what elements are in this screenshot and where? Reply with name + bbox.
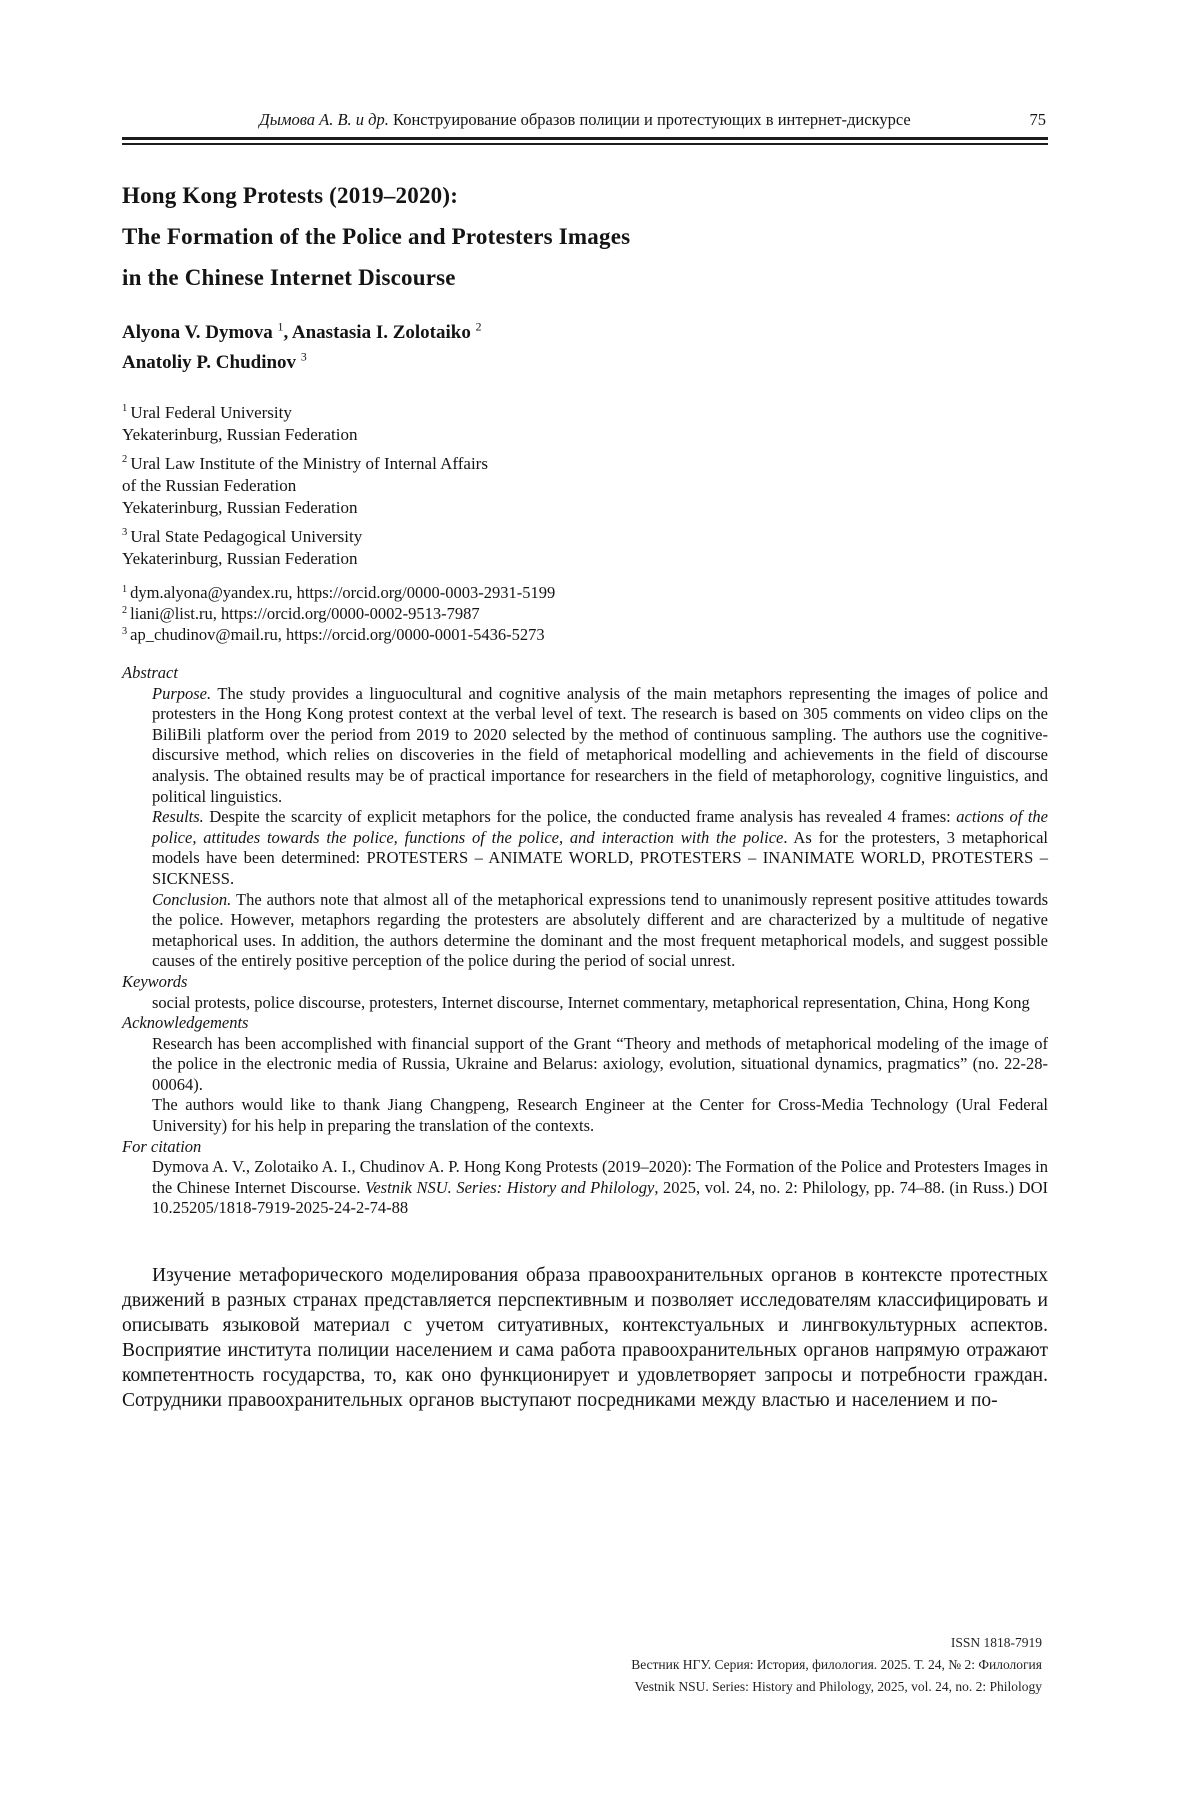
- purpose-text: The study provides a linguocultural and cognitive analysis of the main metaphors representing the images of police and protesters in the Hong Kong protest context at the verbal level of text. The research is based on 305 comments on video clips on the BiliBili platform over the period from 2019 to 2020 selected by the method of continuous sampling. The authors use the cognitive-discursive method, which relies on discoveries in the field of metaphorical modelling and achievements in the field of discourse analysis. The obtained results may be of practical importance for researchers in the field of metaphorology, cognitive linguistics, and political linguistics.: [152, 683, 1048, 806]
- abstract-results-paragraph: [152, 807, 1048, 889]
- affiliation-group: [122, 453, 1048, 519]
- affiliation-line: Yekaterinburg, Russian Federation: [122, 498, 358, 517]
- author-name: Alyona V. Dymova: [122, 322, 278, 343]
- contact-marker: 1: [122, 583, 128, 595]
- contact-line: [122, 624, 1048, 645]
- affiliation-line: [122, 402, 1048, 424]
- affiliation-line: Yekaterinburg, Russian Federation: [122, 425, 358, 444]
- article-title-line-3: in the Chinese Internet Discourse: [122, 265, 456, 290]
- results-text: . As for the protesters, 3 metaphorical models have been determined: PROTESTERS – ANIMATE WORLD, PROTESTERS – INANIMATE WORLD, PROTESTERS – SICKNESS.: [152, 827, 1048, 888]
- affiliation-name: Ural Law Institute of the Ministry of Internal Affairs: [130, 454, 488, 473]
- affiliation-line: [122, 526, 1048, 548]
- affiliation-name: Ural Federal University: [130, 403, 292, 422]
- header-double-rule: [122, 137, 1048, 145]
- affiliations: [122, 402, 1048, 570]
- citation-label: For citation: [122, 1136, 202, 1156]
- article-title: [122, 175, 1048, 298]
- keywords-label: Keywords: [122, 971, 188, 991]
- abstract-label: Abstract: [122, 663, 178, 682]
- contact-marker: 3: [122, 625, 128, 637]
- contact-line: [122, 582, 1048, 603]
- affiliation-group: [122, 526, 1048, 570]
- results-frames-italic: actions of the police, attitudes towards the police, functions of the police, and interaction with the police: [152, 807, 1048, 847]
- contact-email-orcid: liani@list.ru, https://orcid.org/0000-0002-9513-7987: [130, 604, 480, 623]
- author-affiliation-marker: 2: [475, 320, 482, 334]
- contact-line: [122, 603, 1048, 624]
- page-content: [0, 110, 1200, 1413]
- citation-text: , 2025, vol. 24, no. 2: Philology, pp. 74–88. (in Russ.) DOI 10.25205/1818-7919-2025-24-2-74-88: [152, 1177, 1048, 1218]
- citation-journal-italic: Vestnik NSU. Series: History and Philology: [365, 1177, 655, 1197]
- authors-block: [122, 318, 1048, 378]
- authors-line-2: [122, 348, 1048, 378]
- abstract-section: [122, 663, 1048, 1219]
- running-head-authors: Дымова А. В. и др.: [259, 110, 389, 129]
- affiliation-marker: 3: [122, 527, 128, 539]
- affiliation-line: Yekaterinburg, Russian Federation: [122, 549, 358, 568]
- author-name: , Anastasia I. Zolotaiko: [283, 322, 476, 343]
- affiliation-marker: 1: [122, 403, 128, 415]
- citation-text: Dymova A. V., Zolotaiko A. I., Chudinov A. P. Hong Kong Protests (2019–2020): The Formation of the Police and Protesters Images in the Chinese Internet Discourse.: [152, 1157, 1048, 1197]
- article-title-line-1: Hong Kong Protests (2019–2020):: [122, 183, 459, 208]
- affiliation-line: of the Russian Federation: [122, 476, 297, 495]
- author-name: Anatoliy P. Chudinov: [122, 352, 301, 373]
- results-text: Despite the scarcity of explicit metaphors for the police, the conducted frame analysis has revealed 4 frames:: [203, 807, 957, 827]
- acknowledgements-paragraph-1: Research has been accomplished with financial support of the Grant “Theory and methods of metaphorical modeling of the image of the police in the electronic media of Russia, Ukraine and Belarus: axiology, evolution, situational dynamics, pragmatics” (no. 22-28-00064).: [152, 1033, 1048, 1094]
- authors-line-1: [122, 318, 1048, 348]
- journal-footer: [631, 1632, 1042, 1698]
- intro-paragraph-ru: Изучение метафорического моделирования образа правоохранительных органов в контексте протестных движений в разных странах представляется перспективным и позволяет исследователям классифицировать и описывать языковой материал с учетом ситуативных, контекстуальных и лингвокультурных аспектов. Восприятие института полиции населением и сама работа правоохранительных органов напрямую отражают компетентность государства, то, как оно функционирует и удовлетворяет запросы и потребности граждан. Сотрудники правоохранительных органов выступают посредниками между властью и населением и по-: [122, 1265, 1048, 1412]
- running-head: [122, 110, 1048, 130]
- conclusion-text: The authors note that almost all of the metaphorical expressions tend to unanimously represent positive attitudes towards the police. However, metaphors regarding the protesters are absolutely different and are characterized by a multitude of negative metaphorical uses. In addition, the authors determine the dominant and the most frequent metaphorical models, and suggest possible causes of the entirely positive perception of the police during the period of social unrest.: [152, 889, 1048, 971]
- running-head-title: Конструирование образов полиции и протестующих в интернет-дискурсе: [388, 110, 911, 129]
- author-affiliation-marker: 3: [300, 350, 307, 364]
- affiliation-group: [122, 402, 1048, 446]
- purpose-lead: Purpose.: [152, 683, 212, 703]
- author-contacts: [122, 582, 1048, 645]
- citation-paragraph: [152, 1157, 1048, 1219]
- affiliation-marker: 2: [122, 454, 128, 466]
- results-lead: Results.: [152, 807, 204, 827]
- keywords-text: social protests, police discourse, protesters, Internet discourse, Internet commentary, metaphorical representation, China, Hong Kong: [152, 992, 1030, 1012]
- page-number: 75: [1029, 110, 1046, 129]
- footer-issn: ISSN 1818-7919: [950, 1635, 1042, 1650]
- footer-line-ru: Вестник НГУ. Серия: История, филология. 2025. Т. 24, № 2: Филология: [631, 1657, 1042, 1672]
- acknowledgements-label: Acknowledgements: [122, 1013, 249, 1033]
- contact-marker: 2: [122, 604, 128, 616]
- contact-email-orcid: dym.alyona@yandex.ru, https://orcid.org/0000-0003-2931-5199: [130, 583, 556, 602]
- abstract-purpose-paragraph: [152, 684, 1048, 808]
- contact-email-orcid: ap_chudinov@mail.ru, https://orcid.org/0000-0001-5436-5273: [130, 625, 545, 644]
- affiliation-name: Ural State Pedagogical University: [130, 527, 363, 546]
- acknowledgements-paragraph-2: The authors would like to thank Jiang Changpeng, Research Engineer at the Center for Cross-Media Technology (Ural Federal University) for his help in preparing the translation of the contexts.: [152, 1095, 1048, 1136]
- author-affiliation-marker: 1: [277, 320, 284, 334]
- article-title-line-2: The Formation of the Police and Protesters Images: [122, 224, 631, 249]
- footer-line-en: Vestnik NSU. Series: History and Philology, 2025, vol. 24, no. 2: Philology: [634, 1679, 1042, 1694]
- affiliation-line: [122, 453, 1048, 475]
- abstract-conclusion-paragraph: [152, 890, 1048, 972]
- conclusion-lead: Conclusion.: [152, 889, 232, 909]
